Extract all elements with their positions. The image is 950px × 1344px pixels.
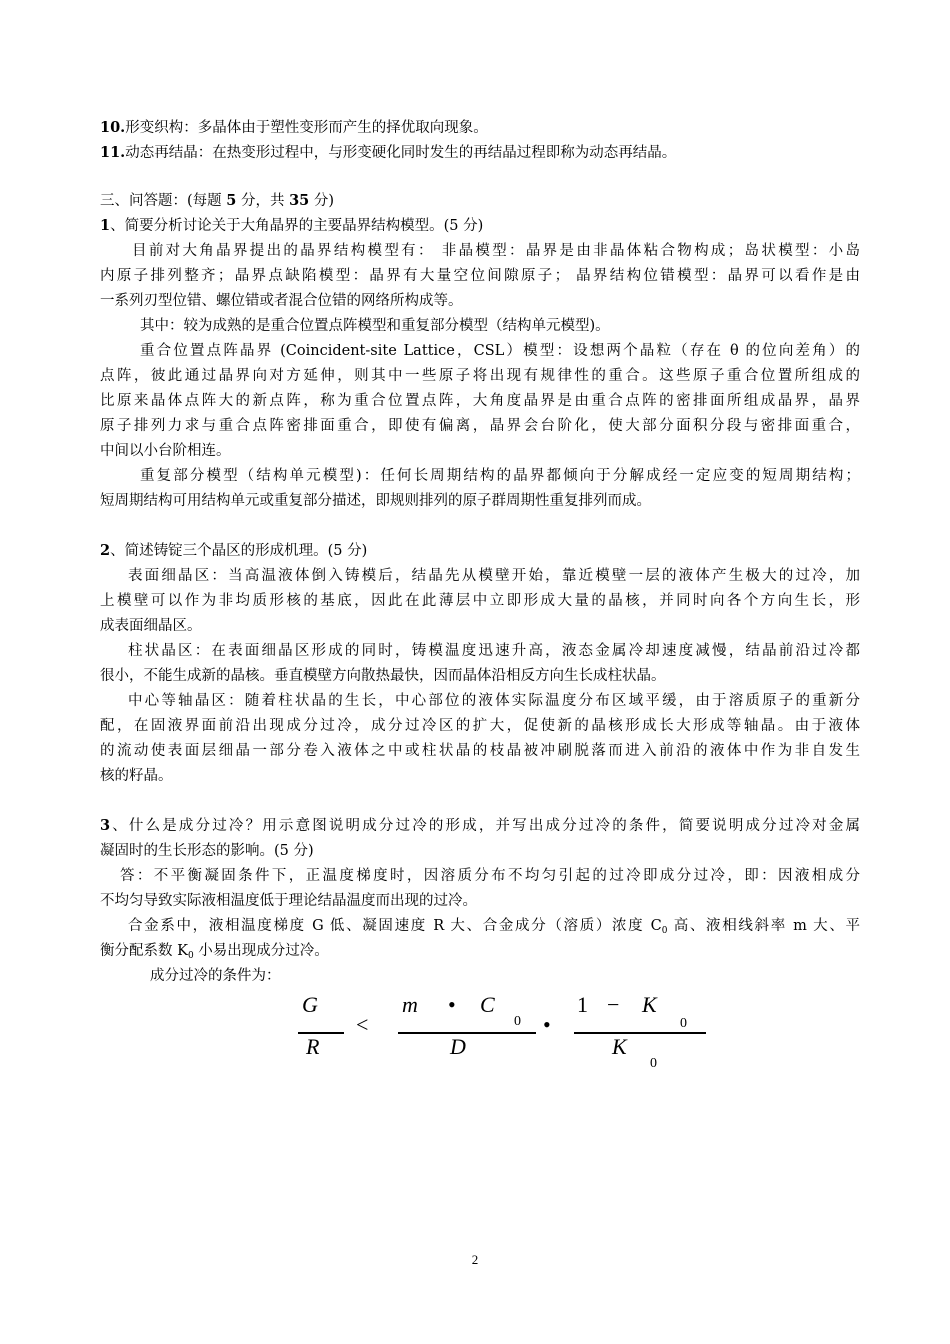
paragraph-line: 点阵，彼此通过晶界向对方延伸，则其中一些原子将出现有规律性的重合。这些原子重合位置所组成的	[100, 368, 860, 384]
paragraph-line: 内原子排列整齐；晶界点缺陷模型：晶界有大量空位间隙原子； 晶界结构位错模型：晶界可以看作是由	[100, 268, 860, 284]
paragraph-line: 答：不平衡凝固条件下，正温度梯度时，因溶质分布不均匀引起的过冷即成分过冷，即：因液相成分	[120, 868, 860, 884]
formula-k: K	[642, 992, 657, 1017]
formula-k: K	[612, 1034, 627, 1059]
paragraph-line: 上模壁可以作为非均质形核的基底，因此在此薄层中立即形成大量的晶核，并同时向各个方向生长，形	[100, 593, 860, 609]
page-number: 2	[471, 1252, 479, 1267]
section-heading-points: 5	[226, 192, 237, 209]
paragraph-line: 核的籽晶。	[100, 768, 173, 784]
paragraph-line: 很小，不能生成新的晶核。垂直模壁方向散热最快，因而晶体沿相反方向生长成柱状晶。	[100, 668, 666, 684]
formula-dot: •	[543, 1012, 551, 1037]
section-heading-part: 三、问答题：(每题	[100, 193, 227, 209]
paragraph-line: 短周期结构可用结构单元或重复部分描述，即规则排列的原子群周期性重复排列而成。	[100, 493, 651, 509]
question-text: 、简要分析讨论关于大角晶界的主要晶界结构模型。(5 分)	[110, 218, 484, 234]
paragraph-line: 的流动使表面层细晶一部分卷入液体之中或柱状晶的枝晶被冲刷脱落而进入前沿的液体中作为非自发生	[100, 743, 860, 759]
fraction-bar	[398, 1032, 536, 1034]
paragraph-line: 目前对大角晶界提出的晶界结构模型有： 非晶模型：晶界是由非晶体粘合物构成；岛状模型：小岛	[132, 243, 860, 259]
paragraph-line: 中心等轴晶区：随着柱状晶的生长，中心部位的液体实际温度分布区域平缓，由于溶质原子的重新分	[128, 693, 860, 709]
question-number: 3	[100, 817, 111, 834]
definition-number: 10.	[100, 119, 126, 136]
section-heading	[100, 189, 860, 214]
formula-g: G	[302, 992, 318, 1017]
definition-text: 形变织构：多晶体由于塑性变形而产生的择优取向现象。	[125, 120, 488, 136]
paragraph-line: 不均匀导致实际液相温度低于理论结晶温度而出现的过冷。	[100, 893, 477, 909]
paragraph-line: 表面细晶区：当高温液体倒入铸模后，结晶先从模壁开始，靠近模壁一层的液体产生极大的过冷，加	[128, 568, 860, 584]
fraction-bar	[298, 1032, 344, 1034]
formula-one: 1	[577, 992, 588, 1017]
paragraph-line: 比原来晶体点阵大的新点阵，称为重合位置点阵，大角度晶界是由重合点阵的密排面所组成晶界，晶界	[100, 393, 860, 409]
paragraph-line: 中间以小台阶相连。	[100, 443, 231, 459]
text-run: 高、液相线斜率 m 大、平	[667, 918, 860, 934]
formula-m: m	[402, 992, 418, 1017]
definition-11	[100, 141, 860, 166]
paragraph-line: 重复部分模型（结构单元模型)：任何长周期结构的晶界都倾向于分解成经一定应变的短周期结构；	[140, 468, 860, 484]
formula-r: R	[306, 1034, 320, 1059]
definition-10	[100, 116, 860, 141]
formula-subscript: 0	[514, 1014, 521, 1029]
question-3-title	[100, 814, 860, 839]
paragraph-line: 一系列刃型位错、螺位错或者混合位错的网络所构成等。	[100, 293, 463, 309]
question-number: 1	[100, 217, 111, 234]
section-heading-part: 分，共	[236, 193, 290, 209]
text-run: 合金系中，液相温度梯度 G 低、凝固速度 R 大、合金成分（溶质）浓度 C	[128, 918, 662, 934]
section-heading-total: 35	[289, 192, 310, 209]
question-text: 、简述铸锭三个晶区的形成机理。(5 分)	[110, 543, 368, 559]
formula-c: C	[480, 992, 495, 1017]
formula-d: D	[450, 1034, 466, 1059]
formula-subscript: 0	[680, 1016, 687, 1031]
paragraph-line: 成表面细晶区。	[100, 618, 202, 634]
formula-dot: •	[448, 992, 456, 1017]
question-number: 2	[100, 542, 111, 559]
paragraph-line: 配，在固液界面前沿出现成分过冷，成分过冷区的扩大，促使新的晶核形成长大形成等轴晶。由于液体	[100, 718, 860, 734]
question-2-title	[100, 539, 860, 564]
question-text: 、什么是成分过冷？用示意图说明成分过冷的形成，并写出成分过冷的条件，简要说明成分过冷对金属	[110, 818, 860, 834]
text-run: 小易出现成分过冷。	[193, 943, 329, 959]
formula-minus: −	[607, 992, 620, 1017]
definition-number: 11.	[100, 144, 126, 161]
question-1-title	[100, 214, 860, 239]
condition-label: 成分过冷的条件为：	[150, 968, 281, 984]
subscript: 0	[661, 926, 668, 936]
fraction-bar	[574, 1032, 706, 1034]
formula-less-than: <	[356, 1012, 369, 1037]
paragraph-line: 原子排列力求与重合点阵密排面重合，即使有偏离，晶界会台阶化，使大部分面积分段与密排面重合，	[100, 418, 860, 434]
formula-subscript: 0	[650, 1056, 657, 1071]
paragraph-line: 其中：较为成熟的是重合位置点阵模型和重复部分模型（结构单元模型)。	[140, 318, 610, 334]
paragraph-line: 重合位置点阵晶界 (Coincident-site Lattice，CSL）模型：设想两个晶粒（存在 θ 的位向差角）的	[140, 343, 860, 359]
subscript: 0	[187, 951, 194, 961]
question-text: 凝固时的生长形态的影响。(5 分)	[100, 843, 314, 859]
definition-text: 动态再结晶：在热变形过程中，与形变硬化同时发生的再结晶过程即称为动态再结晶。	[125, 145, 677, 161]
text-run: 衡分配系数 K	[100, 943, 188, 959]
paragraph-line: 柱状晶区：在表面细晶区形成的同时，铸模温度迅速升高，液态金属冷却速度减慢，结晶前沿过冷都	[128, 643, 860, 659]
supercooling-condition-formula	[290, 990, 730, 1080]
section-heading-part: 分)	[309, 193, 335, 209]
